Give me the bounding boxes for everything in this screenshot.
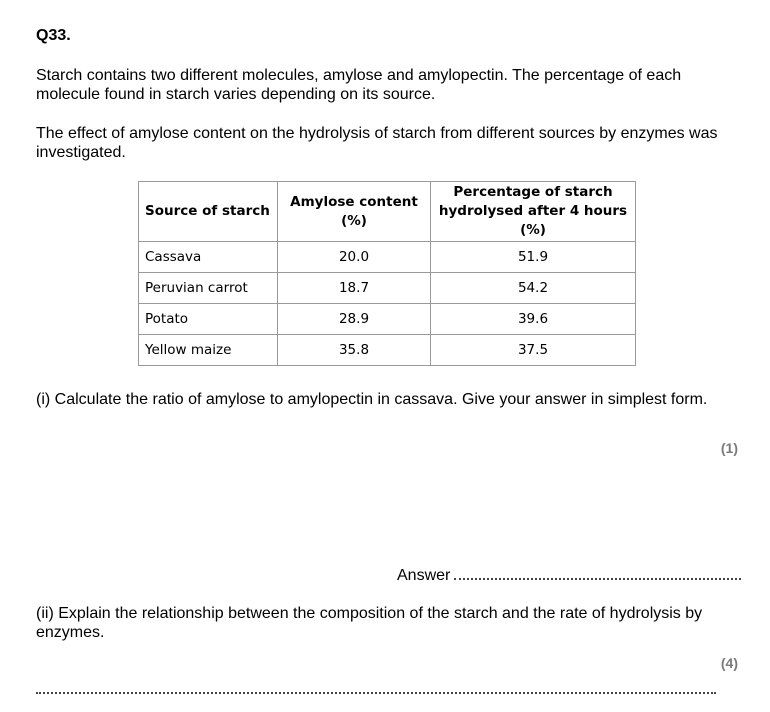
table-header-row	[139, 182, 636, 242]
table-row	[139, 273, 636, 304]
header-percentage-hydrolysed: Percentage of starch hydrolysed after 4 hours (%)	[431, 182, 636, 242]
cell-amylose: 28.9	[278, 304, 431, 335]
header-source-of-starch: Source of starch	[139, 182, 278, 242]
part-i-answer-line[interactable]	[397, 566, 741, 585]
answer-label: Answer	[397, 567, 451, 584]
part-ii-answer-line[interactable]	[36, 692, 716, 694]
table-row	[139, 242, 636, 273]
intro-paragraph-1: Starch contains two different molecules, amylose and amylopectin. The percentage of each molecule found in starch varies depending on its source.	[36, 67, 682, 103]
cell-hydrolysed: 51.9	[431, 242, 636, 273]
part-ii-marks: (4)	[720, 655, 738, 671]
part-i-question: (i) Calculate the ratio of amylose to amylopectin in cassava. Give your answer in simplest form.	[36, 391, 708, 408]
cell-amylose: 20.0	[278, 242, 431, 273]
cell-amylose: 35.8	[278, 335, 431, 366]
table-row	[139, 335, 636, 366]
cell-source: Yellow maize	[139, 335, 278, 366]
question-number: Q33.	[36, 27, 71, 44]
starch-data-table	[138, 181, 636, 366]
cell-hydrolysed: 37.5	[431, 335, 636, 366]
intro-paragraph-2: The effect of amylose content on the hydrolysis of starch from different sources by enzymes was investigated.	[36, 125, 718, 161]
cell-amylose: 18.7	[278, 273, 431, 304]
part-ii-question: (ii) Explain the relationship between the composition of the starch and the rate of hydrolysis by enzymes.	[36, 605, 703, 641]
cell-hydrolysed: 39.6	[431, 304, 636, 335]
cell-source: Peruvian carrot	[139, 273, 278, 304]
cell-hydrolysed: 54.2	[431, 273, 636, 304]
answer-dotted-field[interactable]	[454, 566, 741, 580]
cell-source: Potato	[139, 304, 278, 335]
table-row	[139, 304, 636, 335]
cell-source: Cassava	[139, 242, 278, 273]
header-amylose-content: Amylose content (%)	[278, 182, 431, 242]
part-i-marks: (1)	[720, 440, 738, 456]
